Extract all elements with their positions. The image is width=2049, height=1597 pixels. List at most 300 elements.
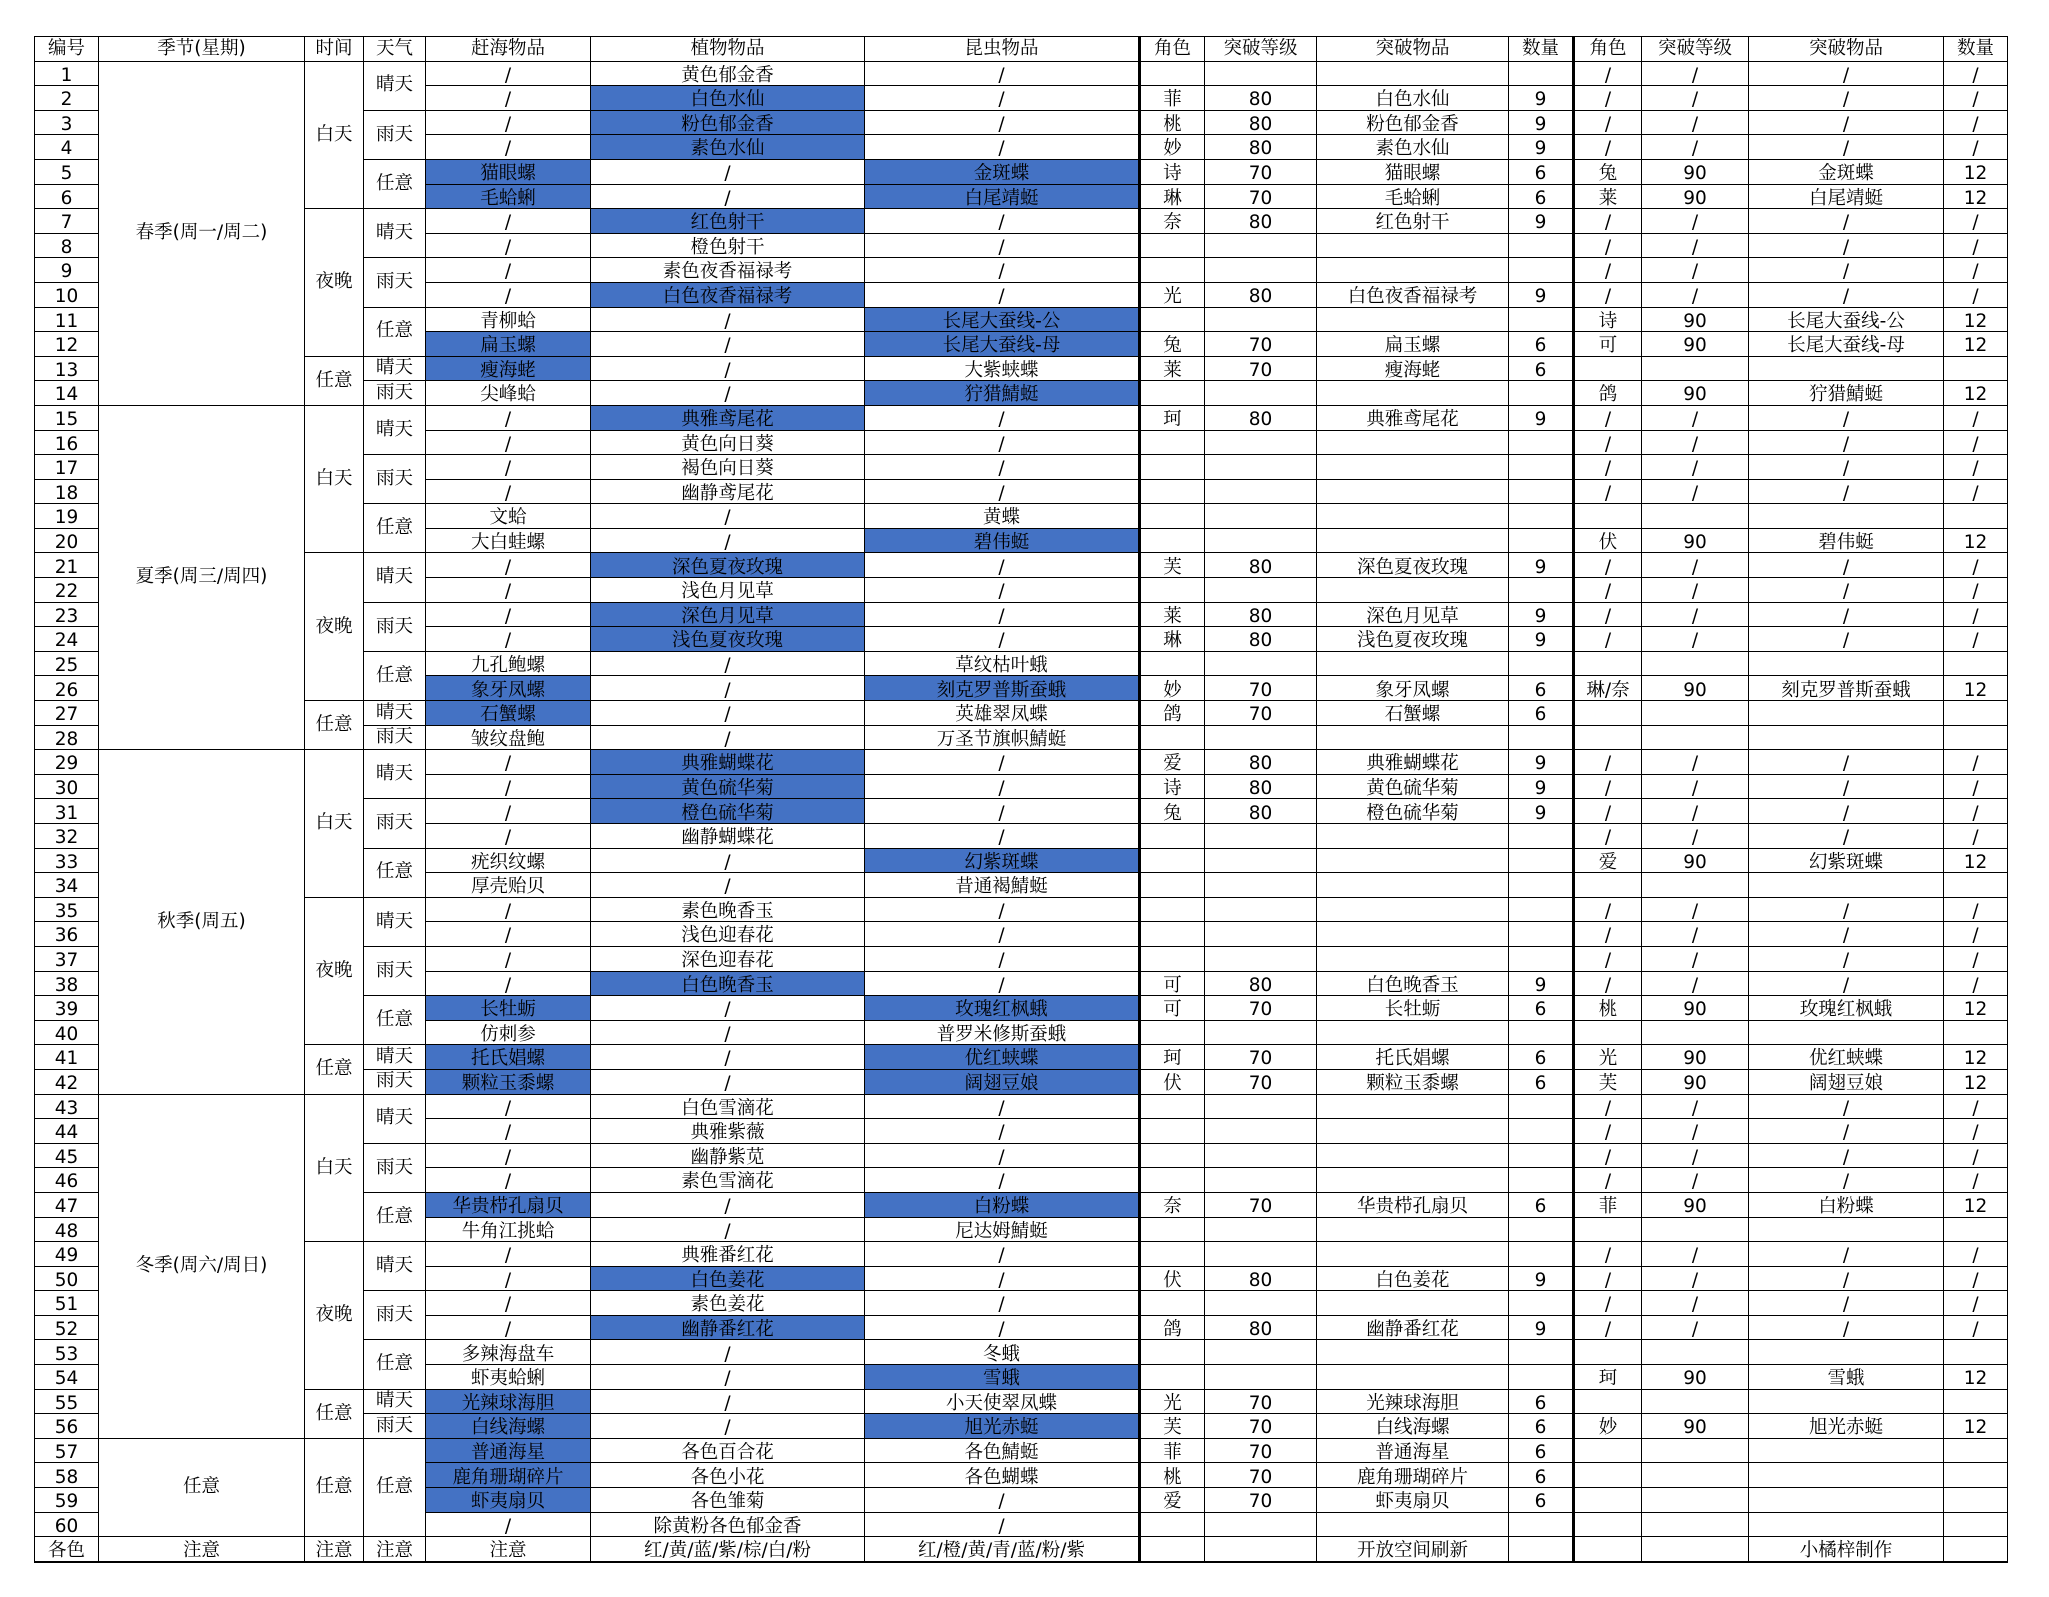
breakthrough-item-2-cell: /: [1749, 61, 1944, 86]
breakthrough-item-2-cell: /: [1749, 1242, 1944, 1267]
role-cell: [1140, 873, 1205, 898]
breakthrough-item-cell: [1317, 1168, 1509, 1193]
breakthrough-item-cell: [1317, 1291, 1509, 1316]
header-cell: 数量: [1944, 37, 2008, 62]
breakthrough-level-2-cell: /: [1642, 897, 1749, 922]
insect-item-cell: /: [865, 1266, 1140, 1291]
quantity-cell: 9: [1509, 799, 1574, 824]
role-cell: [1140, 651, 1205, 676]
row-number: 58: [35, 1463, 99, 1488]
breakthrough-level-cell: 80: [1205, 1266, 1317, 1291]
breakthrough-item-2-cell: [1749, 356, 1944, 381]
weather-cell: 雨天: [364, 258, 426, 307]
insect-item-cell: /: [865, 971, 1140, 996]
breakthrough-level-2-cell: 90: [1642, 528, 1749, 553]
sea-item-cell: /: [426, 799, 591, 824]
header-row: [35, 37, 2008, 62]
row-number: 14: [35, 381, 99, 406]
breakthrough-level-cell: 70: [1205, 356, 1317, 381]
breakthrough-item-cell: [1317, 504, 1509, 529]
footer-cell-r1: [1140, 1537, 1205, 1562]
quantity-cell: [1509, 848, 1574, 873]
sea-item-cell: 华贵栉孔扇贝: [426, 1192, 591, 1217]
breakthrough-level-cell: [1205, 1512, 1317, 1537]
quantity-2-cell: /: [1944, 405, 2008, 430]
quantity-2-cell: /: [1944, 233, 2008, 258]
quantity-cell: 9: [1509, 405, 1574, 430]
plant-item-cell: 各色雏菊: [591, 1488, 865, 1513]
quantity-cell: 6: [1509, 184, 1574, 209]
plant-item-cell: /: [591, 381, 865, 406]
breakthrough-level-cell: [1205, 430, 1317, 455]
quantity-cell: [1509, 455, 1574, 480]
sea-item-cell: 鹿角珊瑚碎片: [426, 1463, 591, 1488]
row-number: 30: [35, 774, 99, 799]
breakthrough-level-2-cell: /: [1642, 824, 1749, 849]
role-2-cell: 莱: [1574, 184, 1642, 209]
role-cell: [1140, 233, 1205, 258]
role-cell: [1140, 258, 1205, 283]
breakthrough-level-cell: [1205, 578, 1317, 603]
role-cell: 菲: [1140, 1438, 1205, 1463]
row-number: 4: [35, 135, 99, 160]
breakthrough-item-cell: [1317, 897, 1509, 922]
breakthrough-item-2-cell: /: [1749, 627, 1944, 652]
breakthrough-level-cell: 70: [1205, 1463, 1317, 1488]
breakthrough-level-2-cell: 90: [1642, 1414, 1749, 1439]
row-number: 15: [35, 405, 99, 430]
quantity-2-cell: /: [1944, 824, 2008, 849]
insect-item-cell: 狞猎鯖蜓: [865, 381, 1140, 406]
sea-item-cell: 毛蛤蜊: [426, 184, 591, 209]
quantity-2-cell: /: [1944, 430, 2008, 455]
role-cell: 菲: [1140, 86, 1205, 111]
breakthrough-item-cell: [1317, 1094, 1509, 1119]
plant-item-cell: 白色水仙: [591, 86, 865, 111]
weather-cell: 雨天: [364, 799, 426, 848]
quantity-cell: 6: [1509, 701, 1574, 726]
quantity-2-cell: 12: [1944, 1192, 2008, 1217]
breakthrough-item-cell: 猫眼螺: [1317, 159, 1509, 184]
insect-item-cell: 大紫蛱蝶: [865, 356, 1140, 381]
plant-item-cell: 幽静紫苋: [591, 1143, 865, 1168]
header-cell: 角色: [1574, 37, 1642, 62]
role-cell: [1140, 504, 1205, 529]
breakthrough-level-2-cell: /: [1642, 1168, 1749, 1193]
role-2-cell: [1574, 1488, 1642, 1513]
weather-cell: 晴天: [364, 701, 426, 726]
quantity-2-cell: [1944, 1438, 2008, 1463]
plant-item-cell: 深色夏夜玫瑰: [591, 553, 865, 578]
breakthrough-level-2-cell: /: [1642, 135, 1749, 160]
plant-item-cell: 黄色向日葵: [591, 430, 865, 455]
breakthrough-item-cell: [1317, 725, 1509, 750]
weather-cell: 晴天: [364, 209, 426, 258]
role-cell: [1140, 578, 1205, 603]
breakthrough-item-2-cell: [1749, 1217, 1944, 1242]
plant-item-cell: 红色射干: [591, 209, 865, 234]
role-2-cell: /: [1574, 86, 1642, 111]
plant-item-cell: /: [591, 332, 865, 357]
quantity-2-cell: [1944, 1488, 2008, 1513]
breakthrough-level-2-cell: /: [1642, 799, 1749, 824]
role-2-cell: /: [1574, 110, 1642, 135]
role-2-cell: /: [1574, 405, 1642, 430]
quantity-cell: 6: [1509, 1192, 1574, 1217]
row-number: 20: [35, 528, 99, 553]
role-cell: 珂: [1140, 1045, 1205, 1070]
header-cell: 突破物品: [1317, 37, 1509, 62]
plant-item-cell: 橙色射干: [591, 233, 865, 258]
weather-cell: 晴天: [364, 61, 426, 110]
breakthrough-level-cell: [1205, 307, 1317, 332]
quantity-cell: [1509, 824, 1574, 849]
plant-item-cell: /: [591, 996, 865, 1021]
breakthrough-item-cell: [1317, 1512, 1509, 1537]
sea-item-cell: 青柳蛤: [426, 307, 591, 332]
breakthrough-item-cell: [1317, 455, 1509, 480]
quantity-2-cell: /: [1944, 971, 2008, 996]
insect-item-cell: /: [865, 1488, 1140, 1513]
breakthrough-item-cell: 橙色硫华菊: [1317, 799, 1509, 824]
breakthrough-level-2-cell: 90: [1642, 307, 1749, 332]
weather-cell: 任意: [364, 996, 426, 1045]
plant-item-cell: 粉色郁金香: [591, 110, 865, 135]
quantity-cell: [1509, 1143, 1574, 1168]
breakthrough-item-2-cell: [1749, 1340, 1944, 1365]
plant-item-cell: /: [591, 504, 865, 529]
row-number: 41: [35, 1045, 99, 1070]
sea-item-cell: /: [426, 922, 591, 947]
breakthrough-level-cell: [1205, 725, 1317, 750]
breakthrough-level-cell: [1205, 1217, 1317, 1242]
breakthrough-level-cell: [1205, 946, 1317, 971]
quantity-cell: 9: [1509, 86, 1574, 111]
breakthrough-level-2-cell: /: [1642, 455, 1749, 480]
footer-cell-weather: 注意: [364, 1537, 426, 1562]
breakthrough-item-2-cell: /: [1749, 774, 1944, 799]
breakthrough-item-cell: 白线海螺: [1317, 1414, 1509, 1439]
row-number: 25: [35, 651, 99, 676]
breakthrough-level-2-cell: /: [1642, 627, 1749, 652]
row-number: 6: [35, 184, 99, 209]
row-number: 47: [35, 1192, 99, 1217]
role-cell: 诗: [1140, 159, 1205, 184]
plant-item-cell: 白色夜香福禄考: [591, 282, 865, 307]
quantity-2-cell: /: [1944, 1143, 2008, 1168]
quantity-2-cell: 12: [1944, 996, 2008, 1021]
sea-item-cell: /: [426, 971, 591, 996]
row-number: 50: [35, 1266, 99, 1291]
insect-item-cell: /: [865, 750, 1140, 775]
sea-item-cell: /: [426, 1143, 591, 1168]
row-number: 12: [35, 332, 99, 357]
sea-item-cell: 九孔鲍螺: [426, 651, 591, 676]
season-cell: 任意: [99, 1438, 305, 1536]
row-number: 11: [35, 307, 99, 332]
quantity-cell: 6: [1509, 1069, 1574, 1094]
insect-item-cell: /: [865, 135, 1140, 160]
quantity-cell: [1509, 1168, 1574, 1193]
header-cell: 昆虫物品: [865, 37, 1140, 62]
table-row: [35, 1045, 2008, 1070]
breakthrough-level-2-cell: /: [1642, 1315, 1749, 1340]
role-cell: [1140, 381, 1205, 406]
quantity-2-cell: /: [1944, 946, 2008, 971]
breakthrough-level-cell: 70: [1205, 1069, 1317, 1094]
quantity-2-cell: 12: [1944, 381, 2008, 406]
plant-item-cell: 浅色迎春花: [591, 922, 865, 947]
breakthrough-item-2-cell: /: [1749, 946, 1944, 971]
sea-item-cell: 白线海螺: [426, 1414, 591, 1439]
insect-item-cell: /: [865, 922, 1140, 947]
breakthrough-item-2-cell: 白尾靖蜓: [1749, 184, 1944, 209]
breakthrough-item-cell: [1317, 873, 1509, 898]
plant-item-cell: 各色百合花: [591, 1438, 865, 1463]
breakthrough-level-2-cell: /: [1642, 233, 1749, 258]
breakthrough-level-2-cell: [1642, 651, 1749, 676]
quantity-cell: 6: [1509, 676, 1574, 701]
breakthrough-level-cell: [1205, 479, 1317, 504]
insect-item-cell: /: [865, 1094, 1140, 1119]
role-2-cell: /: [1574, 1094, 1642, 1119]
insect-item-cell: 各色鯖蜓: [865, 1438, 1140, 1463]
footer-row: [35, 1537, 2008, 1562]
header-cell: 数量: [1509, 37, 1574, 62]
role-cell: [1140, 848, 1205, 873]
quantity-cell: [1509, 1094, 1574, 1119]
plant-item-cell: 典雅蝴蝶花: [591, 750, 865, 775]
breakthrough-level-2-cell: /: [1642, 209, 1749, 234]
breakthrough-level-cell: 80: [1205, 971, 1317, 996]
quantity-2-cell: 12: [1944, 848, 2008, 873]
sea-item-cell: /: [426, 1291, 591, 1316]
insect-item-cell: /: [865, 1168, 1140, 1193]
role-2-cell: [1574, 1389, 1642, 1414]
role-2-cell: /: [1574, 602, 1642, 627]
row-number: 38: [35, 971, 99, 996]
material-table: [34, 36, 2008, 1563]
breakthrough-item-cell: [1317, 430, 1509, 455]
breakthrough-level-2-cell: /: [1642, 479, 1749, 504]
quantity-cell: 6: [1509, 1389, 1574, 1414]
breakthrough-item-2-cell: /: [1749, 799, 1944, 824]
breakthrough-item-cell: [1317, 1242, 1509, 1267]
sea-item-cell: /: [426, 258, 591, 283]
plant-item-cell: 幽静鸢尾花: [591, 479, 865, 504]
quantity-cell: 9: [1509, 553, 1574, 578]
role-2-cell: [1574, 1340, 1642, 1365]
role-2-cell: /: [1574, 282, 1642, 307]
breakthrough-item-2-cell: 优红蛱蝶: [1749, 1045, 1944, 1070]
breakthrough-level-2-cell: [1642, 504, 1749, 529]
insect-item-cell: 玫瑰红枫蛾: [865, 996, 1140, 1021]
role-cell: 珂: [1140, 405, 1205, 430]
quantity-2-cell: [1944, 701, 2008, 726]
plant-item-cell: 除黄粉各色郁金香: [591, 1512, 865, 1537]
quantity-2-cell: 12: [1944, 676, 2008, 701]
row-number: 56: [35, 1414, 99, 1439]
row-number: 29: [35, 750, 99, 775]
breakthrough-level-2-cell: [1642, 356, 1749, 381]
breakthrough-item-2-cell: 狞猎鯖蜓: [1749, 381, 1944, 406]
breakthrough-level-2-cell: /: [1642, 946, 1749, 971]
row-number: 22: [35, 578, 99, 603]
header-cell: 季节(星期): [99, 37, 305, 62]
role-cell: 爱: [1140, 750, 1205, 775]
time-cell: 任意: [305, 1045, 364, 1094]
breakthrough-item-2-cell: 旭光赤蜓: [1749, 1414, 1944, 1439]
breakthrough-item-2-cell: 长尾大蚕线-母: [1749, 332, 1944, 357]
breakthrough-item-2-cell: 雪蛾: [1749, 1365, 1944, 1390]
season-cell: 冬季(周六/周日): [99, 1094, 305, 1438]
breakthrough-item-cell: 深色夏夜玫瑰: [1317, 553, 1509, 578]
breakthrough-level-2-cell: /: [1642, 971, 1749, 996]
row-number: 60: [35, 1512, 99, 1537]
breakthrough-item-2-cell: [1749, 1020, 1944, 1045]
row-number: 27: [35, 701, 99, 726]
row-number: 10: [35, 282, 99, 307]
role-cell: 光: [1140, 282, 1205, 307]
time-cell: 夜晚: [305, 553, 364, 701]
breakthrough-item-cell: [1317, 479, 1509, 504]
weather-cell: 任意: [364, 651, 426, 700]
sea-item-cell: /: [426, 209, 591, 234]
quantity-cell: [1509, 1020, 1574, 1045]
plant-item-cell: /: [591, 1020, 865, 1045]
breakthrough-item-cell: 瘦海蛯: [1317, 356, 1509, 381]
insect-item-cell: /: [865, 897, 1140, 922]
quantity-cell: 6: [1509, 1045, 1574, 1070]
sea-item-cell: /: [426, 430, 591, 455]
breakthrough-item-2-cell: /: [1749, 1119, 1944, 1144]
sea-item-cell: /: [426, 897, 591, 922]
weather-cell: 晴天: [364, 405, 426, 454]
breakthrough-level-2-cell: [1642, 1488, 1749, 1513]
plant-item-cell: 典雅鸢尾花: [591, 405, 865, 430]
quantity-cell: 6: [1509, 1438, 1574, 1463]
header-cell: 天气: [364, 37, 426, 62]
breakthrough-item-cell: [1317, 578, 1509, 603]
breakthrough-item-2-cell: /: [1749, 922, 1944, 947]
role-cell: [1140, 725, 1205, 750]
insect-item-cell: /: [865, 578, 1140, 603]
breakthrough-item-2-cell: /: [1749, 1143, 1944, 1168]
row-number: 18: [35, 479, 99, 504]
insect-item-cell: 优红蛱蝶: [865, 1045, 1140, 1070]
quantity-cell: 9: [1509, 750, 1574, 775]
breakthrough-level-2-cell: /: [1642, 86, 1749, 111]
role-2-cell: /: [1574, 774, 1642, 799]
breakthrough-item-2-cell: /: [1749, 971, 1944, 996]
time-cell: 白天: [305, 405, 364, 553]
quantity-2-cell: /: [1944, 774, 2008, 799]
plant-item-cell: 白色雪滴花: [591, 1094, 865, 1119]
breakthrough-item-cell: 白色姜花: [1317, 1266, 1509, 1291]
quantity-cell: 6: [1509, 1463, 1574, 1488]
sea-item-cell: 颗粒玉黍螺: [426, 1069, 591, 1094]
breakthrough-item-cell: 光辣球海胆: [1317, 1389, 1509, 1414]
weather-cell: 雨天: [364, 110, 426, 159]
quantity-2-cell: [1944, 1020, 2008, 1045]
breakthrough-level-cell: [1205, 455, 1317, 480]
breakthrough-item-cell: 鹿角珊瑚碎片: [1317, 1463, 1509, 1488]
breakthrough-level-cell: [1205, 258, 1317, 283]
breakthrough-level-cell: 70: [1205, 332, 1317, 357]
breakthrough-level-2-cell: /: [1642, 750, 1749, 775]
quantity-2-cell: [1944, 1512, 2008, 1537]
row-number: 37: [35, 946, 99, 971]
breakthrough-level-cell: 80: [1205, 135, 1317, 160]
breakthrough-item-2-cell: /: [1749, 430, 1944, 455]
role-2-cell: [1574, 1512, 1642, 1537]
insect-item-cell: /: [865, 1143, 1140, 1168]
row-number: 42: [35, 1069, 99, 1094]
header-cell: 突破物品: [1749, 37, 1944, 62]
sea-item-cell: /: [426, 1315, 591, 1340]
breakthrough-item-cell: [1317, 651, 1509, 676]
row-number: 40: [35, 1020, 99, 1045]
insect-item-cell: /: [865, 774, 1140, 799]
row-number: 3: [35, 110, 99, 135]
breakthrough-level-2-cell: /: [1642, 1119, 1749, 1144]
breakthrough-level-cell: 70: [1205, 1045, 1317, 1070]
weather-cell: 任意: [364, 159, 426, 208]
sea-item-cell: 厚壳贻贝: [426, 873, 591, 898]
insect-item-cell: /: [865, 799, 1140, 824]
quantity-2-cell: 12: [1944, 184, 2008, 209]
role-2-cell: /: [1574, 61, 1642, 86]
role-2-cell: [1574, 873, 1642, 898]
role-2-cell: 兔: [1574, 159, 1642, 184]
table-row: [35, 405, 2008, 430]
sea-item-cell: /: [426, 479, 591, 504]
role-cell: [1140, 1340, 1205, 1365]
quantity-cell: 9: [1509, 110, 1574, 135]
role-2-cell: /: [1574, 897, 1642, 922]
breakthrough-item-2-cell: /: [1749, 897, 1944, 922]
plant-item-cell: /: [591, 676, 865, 701]
breakthrough-item-2-cell: [1749, 1488, 1944, 1513]
role-2-cell: /: [1574, 799, 1642, 824]
sea-item-cell: /: [426, 1168, 591, 1193]
breakthrough-level-2-cell: /: [1642, 430, 1749, 455]
quantity-cell: 6: [1509, 356, 1574, 381]
breakthrough-item-cell: 虾夷扇贝: [1317, 1488, 1509, 1513]
sea-item-cell: /: [426, 1242, 591, 1267]
footer-cell-l2: [1642, 1537, 1749, 1562]
role-cell: [1140, 824, 1205, 849]
insect-item-cell: 尼达姆鯖蜓: [865, 1217, 1140, 1242]
breakthrough-level-cell: [1205, 1168, 1317, 1193]
plant-item-cell: /: [591, 848, 865, 873]
breakthrough-level-2-cell: /: [1642, 1094, 1749, 1119]
insect-item-cell: /: [865, 86, 1140, 111]
quantity-cell: 9: [1509, 1315, 1574, 1340]
role-cell: 可: [1140, 971, 1205, 996]
role-cell: 光: [1140, 1389, 1205, 1414]
insect-item-cell: 雪蛾: [865, 1365, 1140, 1390]
quantity-cell: [1509, 61, 1574, 86]
breakthrough-item-cell: 素色水仙: [1317, 135, 1509, 160]
breakthrough-item-2-cell: /: [1749, 750, 1944, 775]
footer-cell-l1: [1205, 1537, 1317, 1562]
weather-cell: 任意: [364, 1192, 426, 1241]
sea-item-cell: 石蟹螺: [426, 701, 591, 726]
footer-cell-i2: 小橘梓制作: [1749, 1537, 1944, 1562]
plant-item-cell: 深色迎春花: [591, 946, 865, 971]
breakthrough-level-2-cell: /: [1642, 602, 1749, 627]
